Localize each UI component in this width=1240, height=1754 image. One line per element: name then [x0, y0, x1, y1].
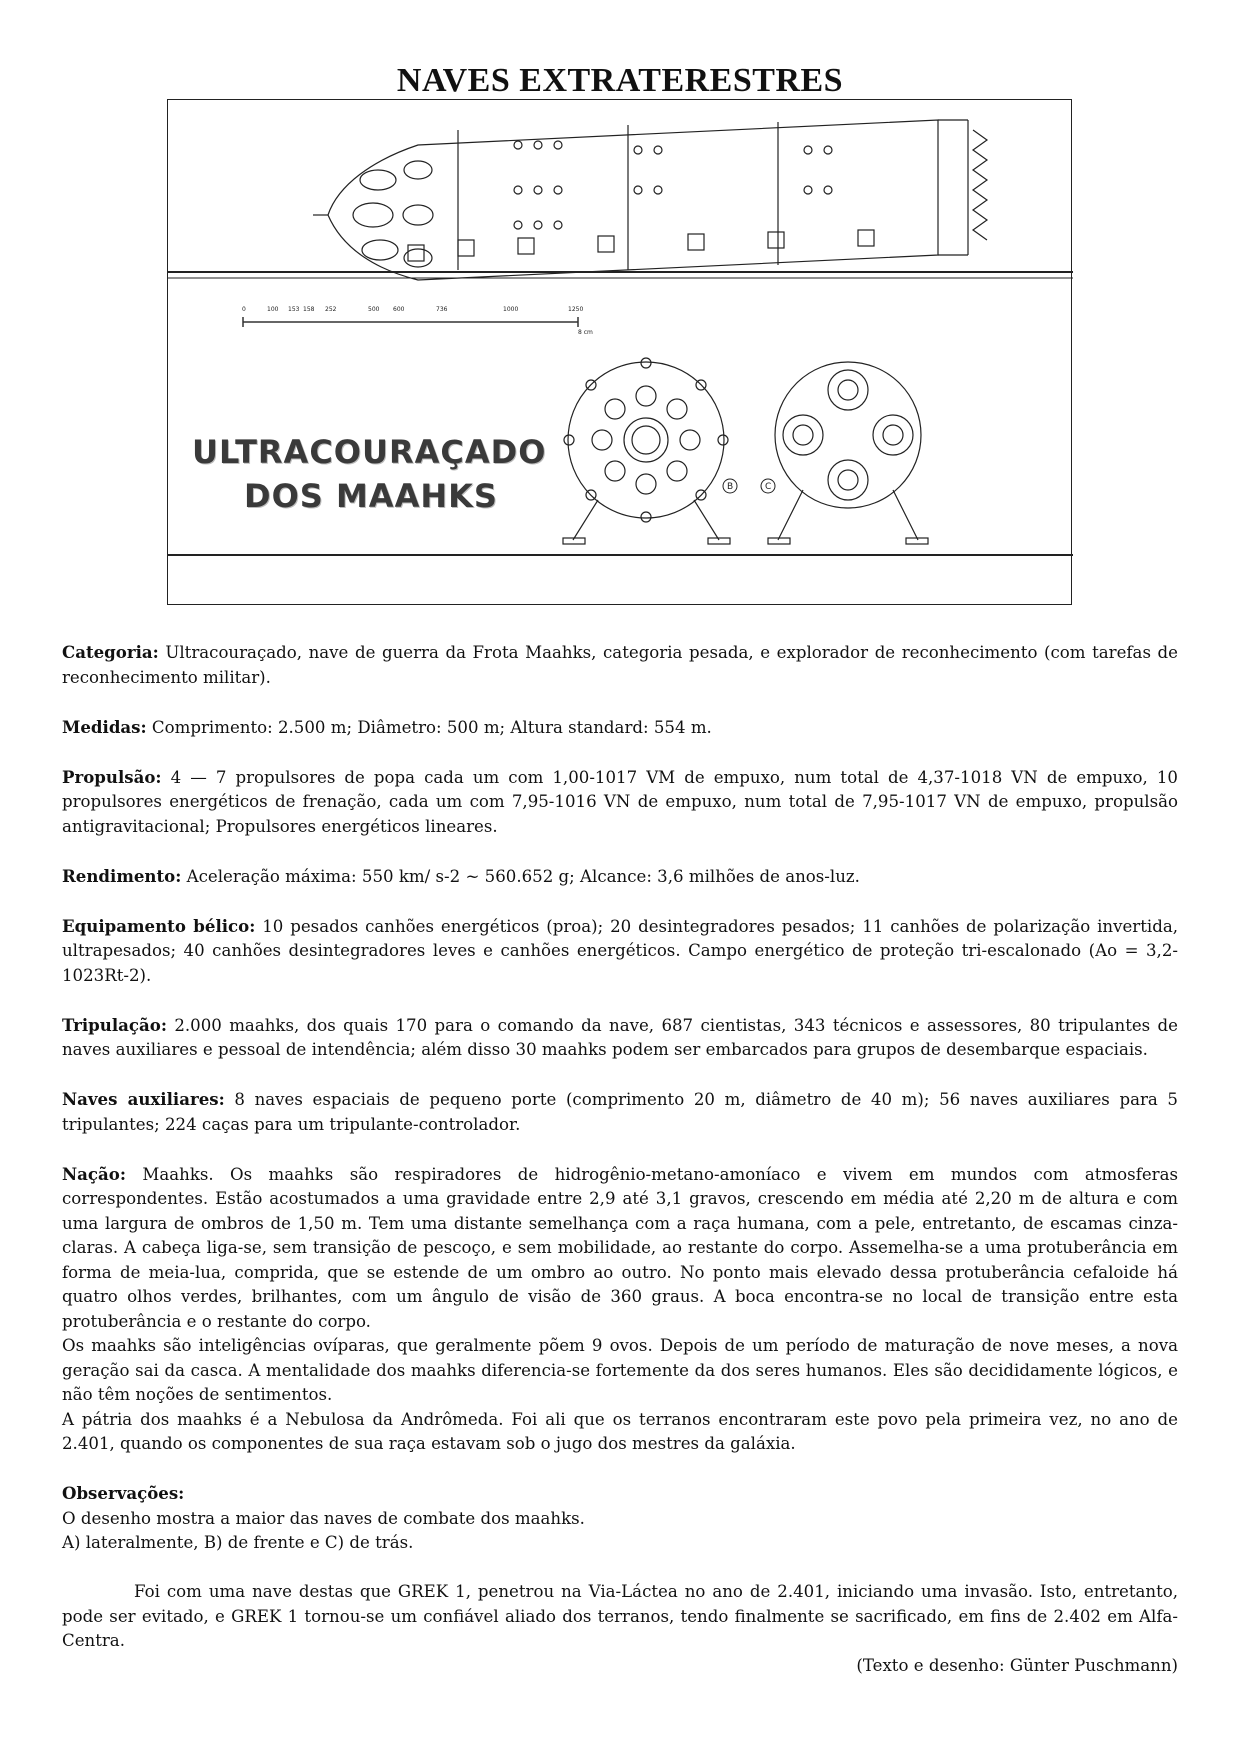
section-label: Propulsão: [62, 766, 162, 787]
section-text: Maahks. Os maahks são respiradores de hidrogênio-metano-amoníaco e vivem em mundos com atmosferas correspondentes. Estão acostumados a uma gravidade entre 2,9 até 3,1 gravos, crescendo em média até 2,20 m de altura e com uma largura de ombros de 1,50 m. Tem uma distante semelhança com a raça humana, com a pele, entretanto, de escamas cinza-claras. A cabeça liga-se, sem transição de pescoço, e sem mobilidade, ao restante do corpo. Assemelha-se a uma protuberância em forma de meia-lua, comprida, que se estende de um ombro ao outro. No ponto mais elevado dessa protuberância cefaloide há quatro olhos verdes, brilhantes, com um ângulo de visão de 360 graus. A boca encontra-se no local de transição entre esta protuberância e o restante do corpo. [62, 1164, 1178, 1331]
scale-bar [243, 317, 578, 327]
scale-label: 153 [288, 306, 300, 313]
view-marker-c: C [765, 482, 772, 492]
section-text: 10 pesados canhões energéticos (proa); 20 desintegradores pesados; 11 canhões de polarização invertida, ultrapesados; 40 canhões desintegradores leves e canhões energéticos. Campo energético de proteção tri-escalonado (Ao = 3,2-1023Rt-2). [62, 916, 1178, 985]
scale-unit: 8 cm [578, 329, 593, 336]
section-text: 4 — 7 propulsores de popa cada um com 1,00-1017 VM de empuxo, num total de 4,37-1018 VN de empuxo, 10 propulsores energéticos de frenação, cada um com 7,95-1016 VN de empuxo, num total de 7,95-1017 VN de empuxo, propulsão antigravitacional; Propulsores energéticos lineares. [62, 767, 1178, 836]
scale-label: 1250 [568, 306, 584, 313]
notes-line-1: O desenho mostra a maior das naves de combate dos maahks. [62, 1508, 585, 1528]
nation-paragraph-3: A pátria dos maahks é a Nebulosa da Andrômeda. Foi ali que os terranos encontraram este povo pela primeira vez, no ano de 2.401, quando os componentes de sua raça estavam sob o jugo dos mestres da galáxia. [62, 1409, 1178, 1453]
section-medidas [62, 715, 1178, 741]
hull-side-view [328, 120, 938, 280]
nation-paragraph-2: Os maahks são inteligências ovíparas, que geralmente põem 9 ovos. Depois de um período de maturação de nove meses, a nova geração sai da casca. A mentalidade dos maahks diferencia-se fortemente da dos seres humanos. Eles são decididamente lógicos, e não têm noções de sentimentos. [62, 1336, 1178, 1404]
figure-caption-line1: ULTRACOURAÇADO [192, 433, 547, 471]
ship-drawing [168, 100, 1073, 606]
closing-paragraph: Foi com uma nave destas que GREK 1, penetrou na Via-Láctea no ano de 2.401, iniciando uma invasão. Isto, entretanto, pode ser evitado, e GREK 1 tornou-se um confiável aliado dos terranos, tendo finalmente se sacrificado, em fins de 2.402 em Alfa-Centra. [62, 1582, 1178, 1650]
notes-heading [62, 1481, 1178, 1507]
section-label: Medidas: [62, 716, 147, 737]
scale-label: 736 [436, 306, 448, 313]
rear-view [768, 362, 928, 544]
view-marker-b: B [727, 482, 734, 492]
section-label: Rendimento: [62, 865, 182, 886]
section-naves-auxiliares [62, 1087, 1178, 1137]
scale-label: 0 [242, 306, 246, 313]
section-text: Comprimento: 2.500 m; Diâmetro: 500 m; Altura standard: 554 m. [146, 717, 712, 737]
front-view [563, 358, 730, 544]
scale-label: 252 [325, 306, 337, 313]
signature: (Texto e desenho: Günter Puschmann) [856, 1655, 1178, 1675]
section-label: Naves auxiliares: [62, 1089, 225, 1109]
scale-label: 500 [368, 306, 380, 313]
figure-caption-line2: DOS MAAHKS [244, 477, 498, 515]
section-text: 2.000 maahks, dos quais 170 para o comando da nave, 687 cientistas, 343 técnicos e assessores, 80 tripulantes de naves auxiliares e pessoal de intendência; além disso 30 maahks podem ser embarcados para grupos de desembarque espaciais. [62, 1015, 1178, 1059]
section-text: Ultracouraçado, nave de guerra da Frota Maahks, categoria pesada, e explorador de reconhecimento (com tarefas de reconhecimento militar). [62, 643, 1178, 687]
section-tripulacao [62, 1013, 1178, 1063]
section-text: 8 naves espaciais de pequeno porte (comprimento 20 m, diâmetro de 40 m); 56 naves auxiliares para 5 tripulantes; 224 caças para um tripulante-controlador. [62, 1090, 1178, 1134]
section-categoria [62, 640, 1178, 690]
section-label: Nação: [62, 1163, 126, 1184]
figure-caption [192, 430, 546, 518]
document-body [62, 640, 1178, 1678]
section-label: Equipamento bélico: [62, 915, 256, 936]
section-text: Aceleração máxima: 550 km/ s-2 ~ 560.652 g; Alcance: 3,6 milhões de anos-luz. [181, 866, 860, 886]
scale-label: 100 [267, 306, 279, 313]
section-propulsao [62, 765, 1178, 840]
page-title: NAVES EXTRATERESTRES [396, 62, 844, 99]
section-label: Observações: [62, 1483, 185, 1503]
section-rendimento [62, 864, 1178, 890]
notes-line-2: A) lateralmente, B) de frente e C) de trás. [62, 1533, 414, 1552]
ship-illustration [167, 99, 1072, 605]
section-label: Categoria: [62, 642, 159, 662]
scale-label: 600 [393, 306, 405, 313]
section-label: Tripulação: [62, 1014, 167, 1035]
section-nacao [62, 1162, 1178, 1335]
section-equipamento [62, 914, 1178, 989]
scale-label: 158 [303, 306, 315, 313]
scale-label: 1000 [503, 306, 519, 313]
